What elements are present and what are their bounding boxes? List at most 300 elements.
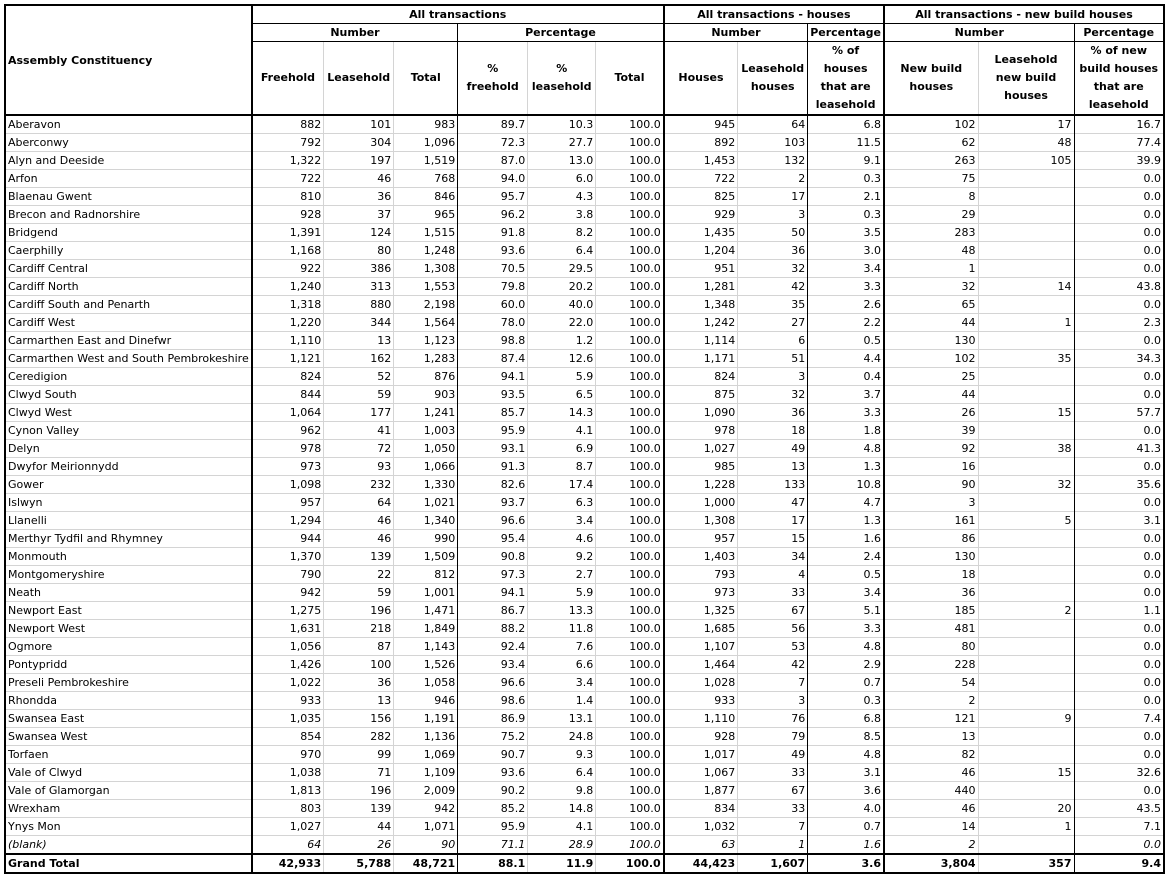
table-row — [5, 458, 1164, 476]
table-cell: 1,107 — [664, 638, 738, 656]
table-cell: 1,114 — [664, 332, 738, 350]
table-cell: 41.3 — [1074, 440, 1164, 458]
table-row — [5, 674, 1164, 692]
table-cell: 22.0 — [528, 314, 596, 332]
table-cell: 18 — [884, 566, 978, 584]
table-cell: 1.2 — [528, 332, 596, 350]
table-cell: 6.5 — [528, 386, 596, 404]
constituency-name: Islwyn — [5, 494, 252, 512]
table-cell: 162 — [324, 350, 394, 368]
table-cell — [978, 170, 1074, 188]
constituency-name: Wrexham — [5, 800, 252, 818]
table-cell: 95.4 — [458, 530, 528, 548]
table-row — [5, 152, 1164, 170]
table-cell: 2.3 — [1074, 314, 1164, 332]
constituency-name: Ceredigion — [5, 368, 252, 386]
table-cell: 44,423 — [664, 854, 738, 873]
table-cell: 93 — [324, 458, 394, 476]
table-cell: 3.4 — [528, 674, 596, 692]
table-cell: 9 — [978, 710, 1074, 728]
table-cell: 77.4 — [1074, 134, 1164, 152]
table-cell: 132 — [738, 152, 808, 170]
table-cell: 3.4 — [528, 512, 596, 530]
table-cell: 17.4 — [528, 476, 596, 494]
table-cell: 810 — [252, 188, 324, 206]
table-cell: 6.8 — [808, 710, 884, 728]
column-header: Freehold — [252, 42, 324, 116]
table-cell: 49 — [738, 746, 808, 764]
table-cell: 1,426 — [252, 656, 324, 674]
header-number: Number — [252, 24, 458, 42]
table-cell: 86.9 — [458, 710, 528, 728]
table-cell: 53 — [738, 638, 808, 656]
table-cell: 100.0 — [596, 710, 664, 728]
table-cell: 6.3 — [528, 494, 596, 512]
table-cell: 17 — [978, 115, 1074, 134]
table-cell: 36 — [884, 584, 978, 602]
table-cell: 846 — [394, 188, 458, 206]
table-cell: 28.9 — [528, 836, 596, 855]
table-cell: 100.0 — [596, 620, 664, 638]
table-cell: 1,022 — [252, 674, 324, 692]
table-cell: 88.2 — [458, 620, 528, 638]
table-cell: 94.1 — [458, 584, 528, 602]
constituency-name: Ynys Mon — [5, 818, 252, 836]
table-cell: 1,168 — [252, 242, 324, 260]
table-cell: 1,001 — [394, 584, 458, 602]
table-cell: 130 — [884, 332, 978, 350]
table-row — [5, 746, 1164, 764]
table-cell: 834 — [664, 800, 738, 818]
table-cell: 1,027 — [664, 440, 738, 458]
table-cell: 57.7 — [1074, 404, 1164, 422]
table-cell: 875 — [664, 386, 738, 404]
table-cell: 0.0 — [1074, 530, 1164, 548]
table-cell: 1,017 — [664, 746, 738, 764]
table-cell: 4.8 — [808, 440, 884, 458]
table-cell: 0.7 — [808, 674, 884, 692]
table-cell: 93.5 — [458, 386, 528, 404]
table-row — [5, 764, 1164, 782]
table-cell: 985 — [664, 458, 738, 476]
table-cell: 1,403 — [664, 548, 738, 566]
table-cell: 100.0 — [596, 800, 664, 818]
table-cell: 973 — [664, 584, 738, 602]
constituency-name: Clwyd West — [5, 404, 252, 422]
table-cell: 139 — [324, 800, 394, 818]
table-cell: 1,096 — [394, 134, 458, 152]
table-cell: 100.0 — [596, 674, 664, 692]
table-cell: 1,849 — [394, 620, 458, 638]
constituency-name: Cardiff Central — [5, 260, 252, 278]
table-cell: 46 — [884, 800, 978, 818]
table-row — [5, 440, 1164, 458]
table-cell: 6.6 — [528, 656, 596, 674]
table-cell: 12.6 — [528, 350, 596, 368]
table-cell — [978, 260, 1074, 278]
table-cell: 1,027 — [252, 818, 324, 836]
table-cell: 1,391 — [252, 224, 324, 242]
table-cell: 304 — [324, 134, 394, 152]
table-cell: 3.8 — [528, 206, 596, 224]
table-cell: 1,056 — [252, 638, 324, 656]
table-cell: 32 — [738, 386, 808, 404]
table-cell: 100.0 — [596, 818, 664, 836]
table-row — [5, 260, 1164, 278]
table-cell: 96.6 — [458, 674, 528, 692]
table-cell: 50 — [738, 224, 808, 242]
table-cell: 0.0 — [1074, 548, 1164, 566]
table-cell: 59 — [324, 584, 394, 602]
table-cell: 1.4 — [528, 692, 596, 710]
table-cell: 2 — [978, 602, 1074, 620]
table-cell: 983 — [394, 115, 458, 134]
table-cell: 38 — [978, 440, 1074, 458]
table-cell: 0.3 — [808, 692, 884, 710]
table-cell: 95.9 — [458, 422, 528, 440]
table-cell: 0.4 — [808, 368, 884, 386]
table-cell: 1,136 — [394, 728, 458, 746]
table-cell: 42 — [738, 278, 808, 296]
table-cell: 768 — [394, 170, 458, 188]
table-cell — [978, 566, 1074, 584]
table-cell: 1,685 — [664, 620, 738, 638]
table-cell: 100.0 — [596, 584, 664, 602]
table-cell: 0.0 — [1074, 566, 1164, 584]
table-cell: 87 — [324, 638, 394, 656]
table-cell: 3.6 — [808, 782, 884, 800]
table-cell: 0.3 — [808, 170, 884, 188]
table-cell: 1,035 — [252, 710, 324, 728]
table-cell: 94.0 — [458, 170, 528, 188]
table-cell: 89.7 — [458, 115, 528, 134]
table-cell: 945 — [664, 115, 738, 134]
table-cell: 1.8 — [808, 422, 884, 440]
table-cell: 13 — [324, 332, 394, 350]
table-cell: 922 — [252, 260, 324, 278]
table-cell: 93.7 — [458, 494, 528, 512]
table-cell: 75.2 — [458, 728, 528, 746]
table-cell: 100.0 — [596, 386, 664, 404]
table-cell: 20 — [978, 800, 1074, 818]
table-cell: 1,038 — [252, 764, 324, 782]
table-cell: 100.0 — [596, 260, 664, 278]
table-cell: 63 — [664, 836, 738, 855]
table-cell: 0.0 — [1074, 188, 1164, 206]
constituency-name: Vale of Glamorgan — [5, 782, 252, 800]
table-cell: 1,050 — [394, 440, 458, 458]
table-cell: 11.8 — [528, 620, 596, 638]
table-cell: 9.2 — [528, 548, 596, 566]
table-cell: 0.3 — [808, 206, 884, 224]
table-cell: 944 — [252, 530, 324, 548]
table-cell: 87.0 — [458, 152, 528, 170]
table-cell: 0.0 — [1074, 692, 1164, 710]
table-cell: 85.7 — [458, 404, 528, 422]
table-cell: 94.1 — [458, 368, 528, 386]
table-cell: 1 — [738, 836, 808, 855]
table-row — [5, 332, 1164, 350]
table-cell: 0.0 — [1074, 368, 1164, 386]
table-cell: 1,241 — [394, 404, 458, 422]
blank-row — [5, 836, 1164, 855]
grand-total-row — [5, 854, 1164, 873]
constituency-name: Monmouth — [5, 548, 252, 566]
table-cell: 1.1 — [1074, 602, 1164, 620]
table-cell: 9.8 — [528, 782, 596, 800]
constituency-name: Cardiff North — [5, 278, 252, 296]
table-cell: 100.0 — [596, 494, 664, 512]
header-all-transactions: All transactions — [252, 5, 664, 24]
table-cell: 2.9 — [808, 656, 884, 674]
table-cell: 3.0 — [808, 242, 884, 260]
table-cell: 196 — [324, 782, 394, 800]
table-row — [5, 530, 1164, 548]
table-row — [5, 584, 1164, 602]
table-cell — [978, 656, 1074, 674]
table-cell: 1,877 — [664, 782, 738, 800]
table-cell: 882 — [252, 115, 324, 134]
table-cell: 11.5 — [808, 134, 884, 152]
table-cell: 933 — [252, 692, 324, 710]
table-cell: 48,721 — [394, 854, 458, 873]
header-newbuild-number: Number — [884, 24, 1074, 42]
table-cell: 9.4 — [1074, 854, 1164, 873]
table-cell: 0.7 — [808, 818, 884, 836]
table-cell: 1,322 — [252, 152, 324, 170]
table-cell: 803 — [252, 800, 324, 818]
table-cell: 44 — [324, 818, 394, 836]
table-cell: 440 — [884, 782, 978, 800]
table-cell: 100.0 — [596, 458, 664, 476]
table-cell: 32 — [884, 278, 978, 296]
table-cell: 139 — [324, 548, 394, 566]
table-cell: 946 — [394, 692, 458, 710]
table-cell: 26 — [324, 836, 394, 855]
table-cell: 80 — [324, 242, 394, 260]
table-cell: 0.0 — [1074, 170, 1164, 188]
table-cell: 98.6 — [458, 692, 528, 710]
table-row — [5, 188, 1164, 206]
table-cell: 1,110 — [664, 710, 738, 728]
table-row — [5, 296, 1164, 314]
table-cell: 4.8 — [808, 746, 884, 764]
table-cell: 1,204 — [664, 242, 738, 260]
table-cell: 100.0 — [596, 350, 664, 368]
table-cell: 5 — [978, 512, 1074, 530]
table-cell: 52 — [324, 368, 394, 386]
table-cell: 6.9 — [528, 440, 596, 458]
table-cell: 100.0 — [596, 152, 664, 170]
table-cell: 1,064 — [252, 404, 324, 422]
table-cell: 3 — [738, 206, 808, 224]
table-cell: 35.6 — [1074, 476, 1164, 494]
table-cell: 100.0 — [596, 656, 664, 674]
table-cell: 1,098 — [252, 476, 324, 494]
table-cell: 40.0 — [528, 296, 596, 314]
table-cell: 0.0 — [1074, 332, 1164, 350]
table-row — [5, 134, 1164, 152]
table-cell: 48 — [978, 134, 1074, 152]
table-cell: 4 — [738, 566, 808, 584]
table-row — [5, 422, 1164, 440]
table-cell: 121 — [884, 710, 978, 728]
table-cell: 1,330 — [394, 476, 458, 494]
column-header: % of houses that are leasehold — [808, 42, 884, 116]
table-cell: 15 — [738, 530, 808, 548]
table-cell: 4.7 — [808, 494, 884, 512]
table-cell: 87.4 — [458, 350, 528, 368]
table-cell: 3.1 — [1074, 512, 1164, 530]
table-cell: 46 — [324, 170, 394, 188]
table-cell: 90 — [394, 836, 458, 855]
table-cell: 33 — [738, 584, 808, 602]
table-cell: 790 — [252, 566, 324, 584]
table-cell — [978, 746, 1074, 764]
table-cell: 95.9 — [458, 818, 528, 836]
table-cell: 0.0 — [1074, 728, 1164, 746]
column-header: Total — [394, 42, 458, 116]
column-header: % of new build houses that are leasehold — [1074, 42, 1164, 116]
table-cell: 100.0 — [596, 692, 664, 710]
table-row — [5, 512, 1164, 530]
table-row — [5, 548, 1164, 566]
table-cell: 102 — [884, 115, 978, 134]
constituency-name: Cardiff West — [5, 314, 252, 332]
table-cell: 1,370 — [252, 548, 324, 566]
table-cell: 13 — [324, 692, 394, 710]
table-cell: 133 — [738, 476, 808, 494]
table-cell: 47 — [738, 494, 808, 512]
table-row — [5, 728, 1164, 746]
table-cell: 0.0 — [1074, 206, 1164, 224]
table-cell: 60.0 — [458, 296, 528, 314]
table-cell: 4.0 — [808, 800, 884, 818]
table-cell: 1,294 — [252, 512, 324, 530]
table-row — [5, 656, 1164, 674]
table-cell: 1,090 — [664, 404, 738, 422]
table-cell: 386 — [324, 260, 394, 278]
table-cell: 177 — [324, 404, 394, 422]
table-cell: 72.3 — [458, 134, 528, 152]
table-cell: 100.0 — [596, 782, 664, 800]
table-cell: 978 — [664, 422, 738, 440]
constituency-name: Aberconwy — [5, 134, 252, 152]
table-cell: 8.7 — [528, 458, 596, 476]
table-cell: 100.0 — [596, 296, 664, 314]
table-cell: 25 — [884, 368, 978, 386]
table-cell: 876 — [394, 368, 458, 386]
table-cell: 100.0 — [596, 224, 664, 242]
table-cell — [978, 836, 1074, 855]
table-cell: 100.0 — [596, 115, 664, 134]
table-cell: 185 — [884, 602, 978, 620]
table-cell: 100.0 — [596, 566, 664, 584]
table-cell: 100.0 — [596, 314, 664, 332]
table-cell: 91.3 — [458, 458, 528, 476]
table-cell: 13 — [738, 458, 808, 476]
table-cell: 100.0 — [596, 530, 664, 548]
header-newbuild-percentage: Percentage — [1074, 24, 1164, 42]
table-cell: 973 — [252, 458, 324, 476]
header-all-transactions-houses: All transactions - houses — [664, 5, 884, 24]
table-cell: 76 — [738, 710, 808, 728]
table-cell: 1 — [978, 818, 1074, 836]
constituency-name: (blank) — [5, 836, 252, 855]
table-cell: 67 — [738, 782, 808, 800]
table-cell: 0.0 — [1074, 260, 1164, 278]
table-cell: 2,009 — [394, 782, 458, 800]
table-cell: 100.0 — [596, 728, 664, 746]
header-percentage: Percentage — [458, 24, 664, 42]
table-cell: 44 — [884, 314, 978, 332]
table-cell: 48 — [884, 242, 978, 260]
table-cell: 13.0 — [528, 152, 596, 170]
table-cell: 9.3 — [528, 746, 596, 764]
table-cell: 1,318 — [252, 296, 324, 314]
column-header: Total — [596, 42, 664, 116]
table-row — [5, 638, 1164, 656]
table-cell: 100.0 — [596, 854, 664, 873]
table-cell: 1,471 — [394, 602, 458, 620]
table-cell: 1,453 — [664, 152, 738, 170]
table-cell: 33 — [738, 800, 808, 818]
table-cell: 20.2 — [528, 278, 596, 296]
table-cell: 1,509 — [394, 548, 458, 566]
table-cell: 6.4 — [528, 242, 596, 260]
table-cell: 88.1 — [458, 854, 528, 873]
table-cell: 928 — [664, 728, 738, 746]
table-cell: 2.7 — [528, 566, 596, 584]
table-cell: 100.0 — [596, 638, 664, 656]
constituency-name: Clwyd South — [5, 386, 252, 404]
table-row — [5, 818, 1164, 836]
table-cell: 100.0 — [596, 602, 664, 620]
table-cell: 100.0 — [596, 242, 664, 260]
table-cell: 10.3 — [528, 115, 596, 134]
table-cell: 1,515 — [394, 224, 458, 242]
table-cell: 26 — [884, 404, 978, 422]
table-cell: 0.0 — [1074, 782, 1164, 800]
table-cell: 93.6 — [458, 764, 528, 782]
table-cell: 1,000 — [664, 494, 738, 512]
table-cell: 6.0 — [528, 170, 596, 188]
table-cell: 942 — [252, 584, 324, 602]
table-cell: 4.8 — [808, 638, 884, 656]
table-row — [5, 494, 1164, 512]
table-cell — [978, 386, 1074, 404]
table-cell: 44 — [884, 386, 978, 404]
table-row — [5, 404, 1164, 422]
table-cell: 1.3 — [808, 458, 884, 476]
table-cell: 100.0 — [596, 836, 664, 855]
table-cell: 93.1 — [458, 440, 528, 458]
table-row — [5, 566, 1164, 584]
table-cell — [978, 692, 1074, 710]
table-cell: 0.0 — [1074, 638, 1164, 656]
column-header: % freehold — [458, 42, 528, 116]
table-cell: 17 — [738, 512, 808, 530]
constituency-name: Aberavon — [5, 115, 252, 134]
table-cell: 14.3 — [528, 404, 596, 422]
table-cell: 0.0 — [1074, 242, 1164, 260]
table-cell — [978, 422, 1074, 440]
table-cell: 1,275 — [252, 602, 324, 620]
table-cell: 957 — [664, 530, 738, 548]
table-cell: 100.0 — [596, 746, 664, 764]
table-cell: 100.0 — [596, 764, 664, 782]
table-cell: 18 — [738, 422, 808, 440]
